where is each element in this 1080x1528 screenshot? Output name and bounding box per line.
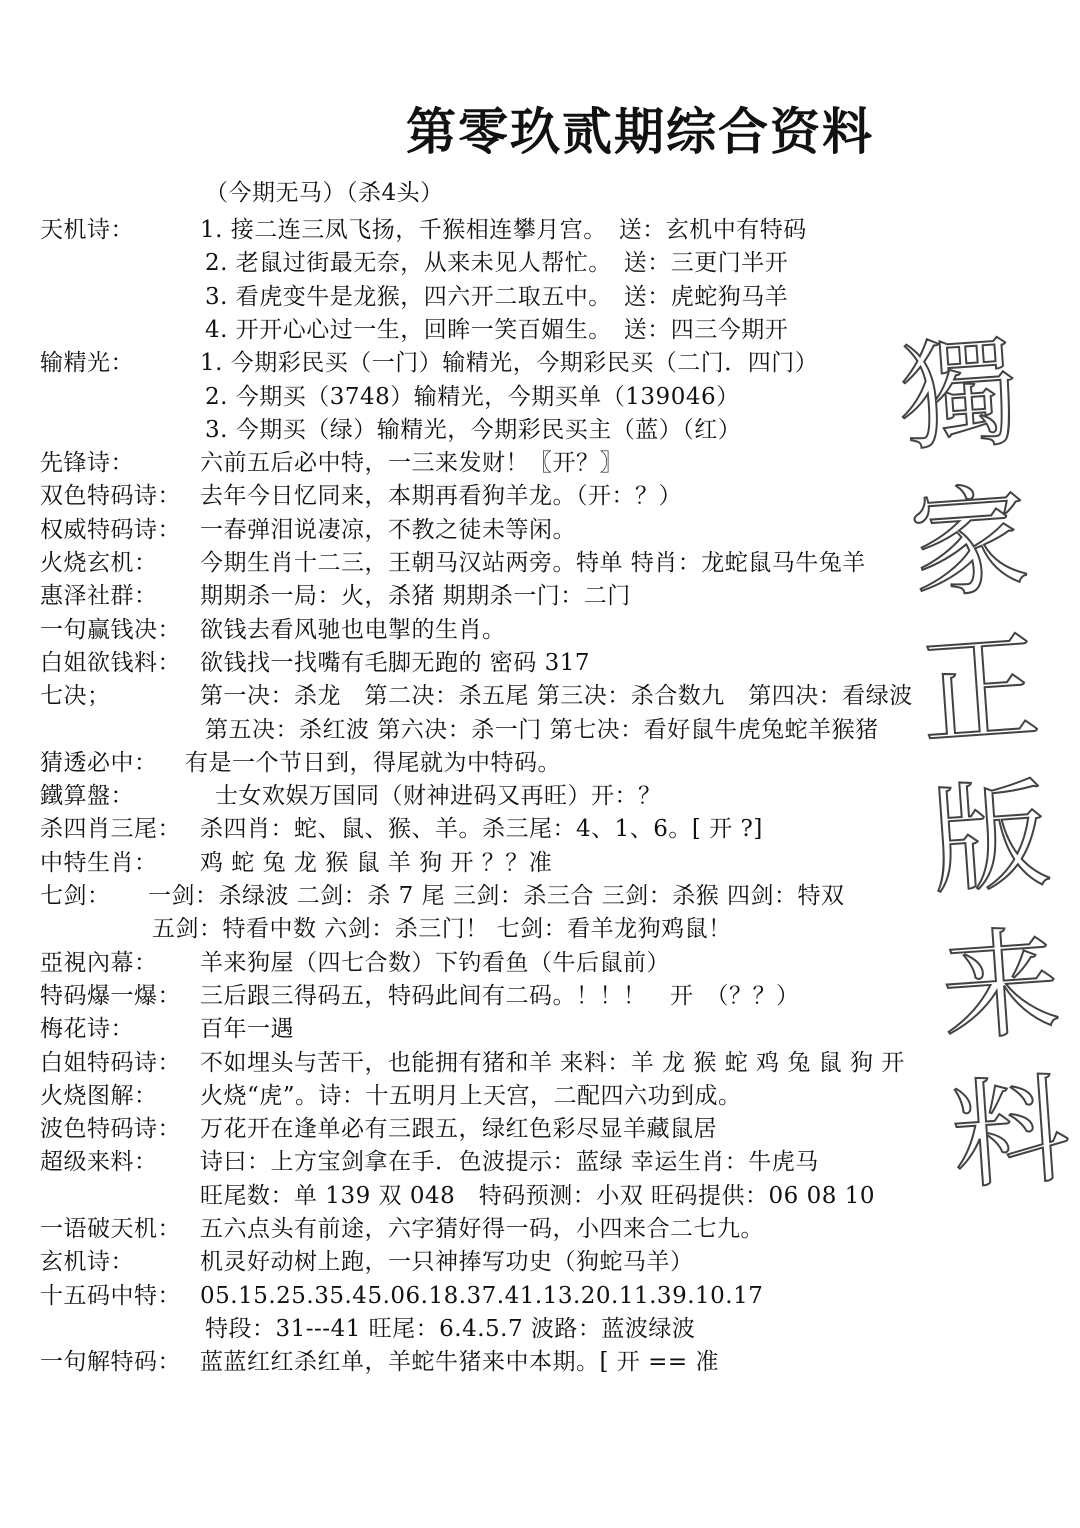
info-row (0, 715, 1080, 745)
row-text: 今期生肖十二三，王朝马汉站两旁。特单 特肖：龙蛇鼠马牛兔羊 (200, 550, 866, 576)
watermark-char: 版 (926, 764, 1054, 911)
row-label: 特码爆一爆： (40, 983, 181, 1009)
row-label: 七决； (40, 683, 111, 709)
row-text: 五六点头有前途，六字猜好得一码，小四来合二七九。 (200, 1216, 764, 1242)
row-text: 五剑：特看中数 六剑：杀三门！ 七剑：看羊龙狗鸡鼠！ (152, 916, 732, 942)
row-text: 诗曰：上方宝剑拿在手．色波提示：蓝绿 幸运生肖：牛虎马 (200, 1149, 819, 1175)
row-label: 火烧图解： (40, 1083, 158, 1109)
row-label: 一句解特码： (40, 1349, 181, 1375)
row-text: 一春弹泪说凄凉，不教之徒未等闲。 (200, 517, 576, 543)
row-text: 有是一个节日到，得尾就为中特码。 (185, 750, 561, 776)
info-row (0, 1281, 1080, 1311)
row-text: 4. 开开心心过一生，回眸一笑百媚生。 送：四三今期开 (205, 317, 789, 343)
row-label: 杀四肖三尾： (40, 816, 181, 842)
row-label: 七剑： (40, 883, 111, 909)
row-text: 05.15.25.35.45.06.18.37.41.13.20.11.39.10.17 (200, 1283, 764, 1309)
info-row (0, 681, 1080, 711)
row-label: 火烧玄机： (40, 550, 158, 576)
row-label: 白姐特码诗： (40, 1050, 181, 1076)
info-row (0, 848, 1080, 878)
info-row (0, 1181, 1080, 1211)
row-text: 不如埋头与苦干，也能拥有猪和羊 来料：羊 龙 猴 蛇 鸡 兔 鼠 狗 开 (200, 1050, 905, 1076)
row-text: 机灵好动树上跑，一只神捧写功史（狗蛇马羊） (200, 1249, 694, 1275)
row-text: 1. 接二连三凤飞扬，千猴相连攀月宫。 送：玄机中有特码 (200, 217, 807, 243)
row-text: 羊来狗屋（四七合数）下钓看鱼（牛后鼠前） (200, 950, 670, 976)
row-text: 三后跟三得码五，特码此间有二码。！！！ 开 （？？） (200, 983, 800, 1009)
info-row (0, 748, 1080, 778)
info-row (0, 814, 1080, 844)
row-text: 欲钱去看风驰也电掣的生肖。 (200, 617, 506, 643)
row-text: 士女欢娱万国同（财神进码又再旺）开：？ (215, 783, 662, 809)
info-row (0, 415, 1080, 445)
row-label: 中特生肖： (40, 850, 158, 876)
watermark-char: 料 (947, 1060, 1075, 1207)
info-row (0, 481, 1080, 511)
row-text: 火烧“虎”。诗：十五明月上天宫，二配四六功到成。 (200, 1083, 742, 1109)
row-label: 一句赢钱决： (40, 617, 181, 643)
watermark-char: 正 (916, 617, 1044, 764)
row-text: 2. 老鼠过街最无奈，从来未见人帮忙。 送：三更门半开 (205, 250, 789, 276)
info-row (0, 282, 1080, 312)
row-text: 鸡 蛇 兔 龙 猴 鼠 羊 狗 开 ？？准 (200, 850, 553, 876)
row-label: 白姐欲钱料： (40, 650, 181, 676)
row-text: 杀四肖：蛇、鼠、猴、羊。杀三尾：4、1、6。[ 开 ?] (200, 816, 763, 842)
info-row (0, 448, 1080, 478)
watermark-char: 獨 (895, 321, 1023, 468)
row-label: 超级来料： (40, 1149, 158, 1175)
row-label: 亞視內幕： (40, 950, 158, 976)
row-label: 双色特码诗： (40, 483, 181, 509)
row-label: 输精光： (40, 350, 134, 376)
info-row (0, 548, 1080, 578)
watermark-char: 家 (905, 469, 1034, 616)
row-text: 旺尾数：单 139 双 048 特码预测：小双 旺码提供：06 08 10 (200, 1183, 875, 1209)
info-row (0, 1048, 1080, 1078)
row-text: 3. 看虎变牛是龙猴，四六开二取五中。 送：虎蛇狗马羊 (205, 284, 789, 310)
watermark-char: 来 (936, 912, 1065, 1059)
info-row (0, 948, 1080, 978)
info-row (0, 615, 1080, 645)
info-row (0, 1347, 1080, 1377)
row-label: 梅花诗： (40, 1016, 134, 1042)
row-text: 2. 今期买（3748）输精光，今期买单（139046） (205, 384, 740, 410)
info-row (0, 382, 1080, 412)
row-text: 百年一遇 (200, 1016, 294, 1042)
row-label: 鐵算盤： (40, 783, 134, 809)
row-label: 波色特码诗： (40, 1116, 181, 1142)
page-title: 第零玖贰期综合资料 (406, 103, 874, 161)
row-label: 玄机诗： (40, 1249, 134, 1275)
info-row (0, 1214, 1080, 1244)
info-row (0, 781, 1080, 811)
info-row (0, 348, 1080, 378)
info-row (0, 515, 1080, 545)
row-text: 期期杀一局：火，杀猪 期期杀一门：二门 (200, 583, 631, 609)
row-label: 天机诗： (40, 217, 134, 243)
row-text: 去年今日忆同来，本期再看狗羊龙。（开：？） (200, 483, 682, 509)
row-text: 第一决：杀龙 第二决：杀五尾 第三决：杀合数九 第四决：看绿波 (200, 683, 913, 709)
info-row (0, 1081, 1080, 1111)
info-row (0, 914, 1080, 944)
row-text: 特段：31---41 旺尾：6.4.5.7 波路：蓝波绿波 (205, 1316, 696, 1342)
info-row (0, 648, 1080, 678)
row-text: 蓝蓝红红杀红单，羊蛇牛猪来中本期。[ 开 == 准 (200, 1349, 719, 1375)
row-label: 先锋诗： (40, 450, 134, 476)
row-label: 一语破天机： (40, 1216, 181, 1242)
row-label: 猜透必中： (40, 750, 158, 776)
info-row (0, 1314, 1080, 1344)
row-label: 惠泽社群： (40, 583, 158, 609)
info-row (0, 1247, 1080, 1277)
row-label: 权威特码诗： (40, 517, 181, 543)
row-text: 3. 今期买（绿）输精光，今期彩民买主（蓝）（红） (205, 417, 742, 443)
row-text: 一剑：杀绿波 二剑：杀 7 尾 三剑：杀三合 三剑：杀猴 四剑：特双 (148, 883, 845, 909)
subtitle: （今期无马）（杀4头） (205, 180, 444, 206)
row-text: 第五决：杀红波 第六决：杀一门 第七决：看好鼠牛虎兔蛇羊猴猪 (205, 717, 879, 743)
info-row (0, 315, 1080, 345)
info-row (0, 981, 1080, 1011)
info-row (0, 248, 1080, 278)
info-row (0, 1147, 1080, 1177)
row-text: 万花开在逢单必有三跟五，绿红色彩尽显羊藏鼠居 (200, 1116, 717, 1142)
info-row (0, 581, 1080, 611)
info-row (0, 1014, 1080, 1044)
row-text: 欲钱找一找嘴有毛脚无跑的 密码 317 (200, 650, 591, 676)
info-row (0, 215, 1080, 245)
row-text: 1. 今期彩民买（一门）输精光，今期彩民买（二门．四门） (200, 350, 819, 376)
row-text: 六前五后必中特，一三来发财！〖开？〗 (200, 450, 623, 476)
row-label: 十五码中特： (40, 1283, 181, 1309)
info-row (0, 1114, 1080, 1144)
info-row (0, 881, 1080, 911)
